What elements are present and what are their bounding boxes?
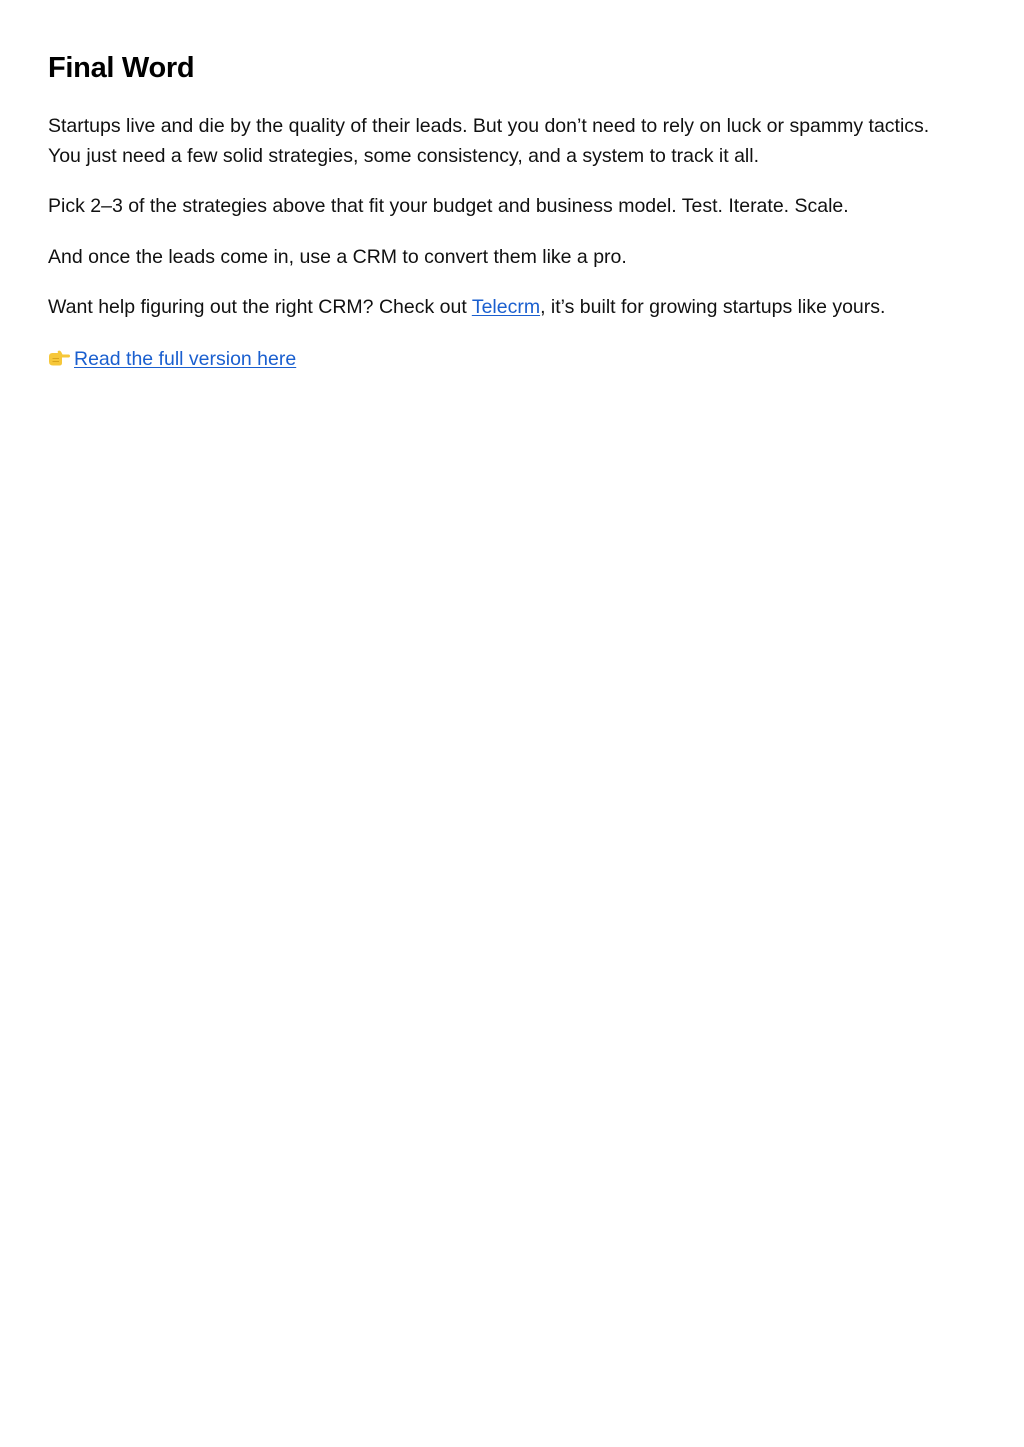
- telecrm-link[interactable]: Telecrm: [471, 296, 541, 318]
- help-text-before: Want help figuring out the right CRM? Check out: [48, 296, 472, 318]
- help-text-after: , it’s built for growing startups like yours.: [540, 296, 886, 318]
- cta-paragraph: [48, 344, 296, 374]
- intro-paragraph: [48, 111, 929, 171]
- section-heading: Final Word: [48, 52, 195, 84]
- intro-line-2: You just need a few solid strategies, some consistency, and a system to track it all.: [48, 145, 760, 167]
- intro-line-1: Startups live and die by the quality of their leads. But you don’t need to rely on luck or spammy tactics.: [48, 115, 930, 137]
- strategy-paragraph: Pick 2–3 of the strategies above that fit your budget and business model. Test. Iterate. Scale.: [48, 195, 849, 217]
- crm-paragraph: And once the leads come in, use a CRM to convert them like a pro.: [48, 246, 627, 268]
- help-paragraph: [48, 292, 885, 322]
- pointing-hand-icon: [48, 346, 70, 364]
- read-full-version-link[interactable]: Read the full version here: [74, 348, 297, 370]
